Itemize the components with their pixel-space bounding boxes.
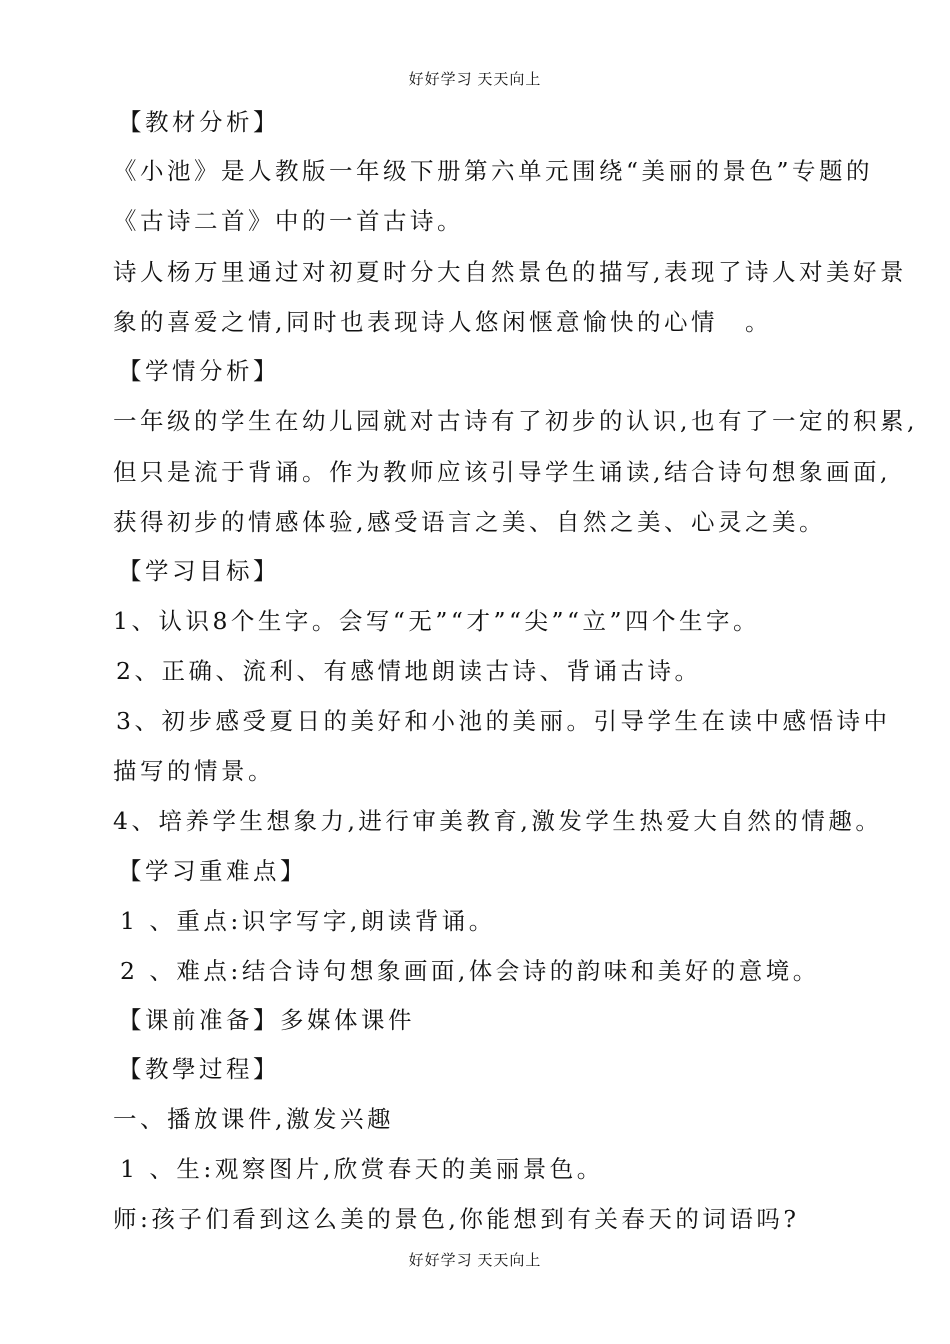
list-item: 4、培养学生想象力,进行审美教育,激发学生热爱大自然的情趣。 xyxy=(113,807,883,835)
page-footer: 好好学习 天天向上 xyxy=(408,1253,542,1269)
list-item: 1 、生:观察图片,欣赏春天的美丽景色。 xyxy=(120,1155,604,1183)
paragraph-line: 但只是流于背诵。作为教师应该引导学生诵读,结合诗句想象画面, xyxy=(113,458,891,486)
paragraph-line: 一年级的学生在幼儿园就对古诗有了初步的认识,也有了一定的积累, xyxy=(113,407,918,435)
list-item: 2 、难点:结合诗句想象画面,体会诗的韵味和美好的意境。 xyxy=(120,957,820,985)
paragraph-line: 师:孩子们看到这么美的景色,你能想到有关春天的词语吗? xyxy=(113,1205,800,1233)
list-item-continuation: 描写的情景。 xyxy=(113,757,275,785)
paragraph-line: 诗人杨万里通过对初夏时分大自然景色的描写,表现了诗人对美好景 xyxy=(113,258,907,286)
list-item: 3、初步感受夏日的美好和小池的美丽。引导学生在读中感悟诗中 xyxy=(116,707,891,735)
section-heading-preparation: 【课前准备】多媒体课件 xyxy=(118,1006,415,1034)
list-item: 1 、重点:识字写字,朗读背诵。 xyxy=(120,907,496,935)
section-heading-textbook-analysis: 【教材分析】 xyxy=(118,108,280,136)
paragraph-line: 象的喜爱之情,同时也表现诗人悠闲惬意愉快的心情 。 xyxy=(113,308,772,336)
section-heading-learner-analysis: 【学情分析】 xyxy=(118,357,280,385)
page-header: 好好学习 天天向上 xyxy=(408,72,542,88)
list-item: 2、正确、流利、有感情地朗读古诗、背诵古诗。 xyxy=(116,657,702,685)
section-heading-teaching-process: 【教學过程】 xyxy=(118,1055,280,1083)
section-heading-learning-goals: 【学习目标】 xyxy=(118,557,280,585)
paragraph-line: 《小池》是人教版一年级下册第六单元围绕“美丽的景色”专题的 xyxy=(113,157,874,185)
paragraph-line: 获得初步的情感体验,感受语言之美、自然之美、心灵之美。 xyxy=(113,508,826,536)
section-heading-key-difficult-points: 【学习重难点】 xyxy=(118,857,307,885)
list-item: 1、认识8个生字。会写“无”“才”“尖”“立”四个生字。 xyxy=(113,607,761,635)
paragraph-line: 《古诗二首》中的一首古诗。 xyxy=(113,207,464,235)
step-heading: 一、播放课件,激发兴趣 xyxy=(113,1105,394,1133)
